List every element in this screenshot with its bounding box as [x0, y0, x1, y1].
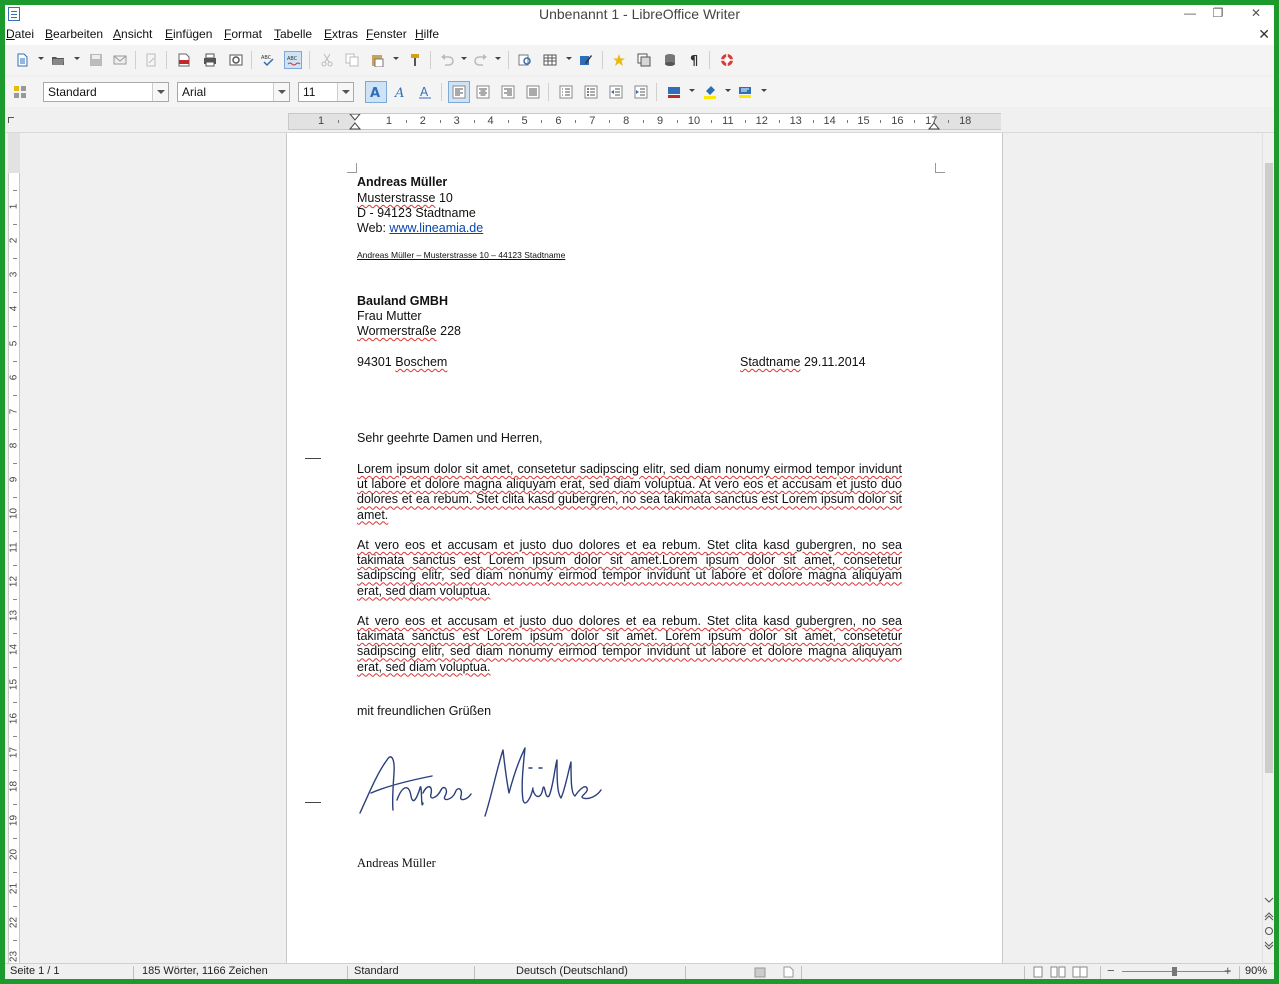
- status-separator: [347, 966, 348, 979]
- vertical-ruler-tick: [13, 872, 17, 873]
- vertical-ruler-tick: [13, 361, 17, 362]
- bold-button[interactable]: [365, 81, 387, 103]
- toolbar-separator: [430, 51, 431, 69]
- title-bar: [5, 5, 1274, 25]
- menu-hilfe[interactable]: Hilfe: [415, 27, 440, 41]
- chevron-down-icon: [273, 83, 289, 101]
- vertical-ruler-tick: [13, 906, 17, 907]
- ruler-number: 7: [589, 115, 596, 127]
- window-title: Unbenannt 1 - LibreOffice Writer: [538, 6, 741, 22]
- menu-extras[interactable]: Extras: [324, 27, 359, 41]
- ruler-tick: [338, 120, 339, 123]
- vertical-ruler-number: 18: [8, 780, 20, 792]
- copy-button[interactable]: [343, 51, 361, 69]
- recipient-street: Wormerstraße 228: [357, 324, 461, 338]
- undo-button[interactable]: [438, 51, 456, 69]
- paintbrush-icon: [408, 53, 422, 67]
- sender-web: Web: www.lineamia.de: [357, 221, 484, 235]
- vertical-ruler-tick: [13, 463, 17, 464]
- status-bar: [5, 963, 1274, 979]
- gallery-icon: [637, 53, 651, 67]
- data-sources-button[interactable]: [661, 51, 679, 69]
- menu-tabelle[interactable]: Tabelle: [274, 27, 313, 41]
- vertical-ruler-number: 1: [8, 203, 20, 210]
- signed-name: Andreas Müller: [357, 856, 436, 870]
- vertical-ruler-tick: [13, 292, 17, 293]
- font-size-select[interactable]: [298, 82, 354, 102]
- print-button[interactable]: [201, 51, 219, 69]
- ruler-tick: [847, 120, 848, 123]
- bullet-list-icon: [584, 85, 598, 99]
- open-button[interactable]: [49, 51, 67, 69]
- vertical-ruler-number: 16: [8, 712, 20, 724]
- bold-a-icon: [369, 85, 383, 99]
- standard-toolbar: [5, 45, 1274, 75]
- pdf-icon: [177, 53, 191, 67]
- toolbar-separator: [309, 51, 310, 69]
- menu-bar: [5, 25, 1274, 45]
- vertical-ruler-tick: [13, 667, 17, 668]
- ruler-number: 1: [318, 115, 325, 127]
- indent-marker-icon[interactable]: [349, 114, 361, 130]
- vertical-ruler-tick: [13, 190, 17, 191]
- close-window-button[interactable]: ✕: [1250, 6, 1262, 20]
- decrease-indent-button[interactable]: [607, 83, 625, 101]
- redo-button[interactable]: [472, 51, 490, 69]
- lifebuoy-icon: [720, 53, 734, 67]
- sender-street: Musterstrasse 10: [357, 191, 453, 205]
- handwritten-signature: [357, 738, 607, 823]
- recipient-company: Bauland GMBH: [357, 294, 448, 308]
- toolbar-separator: [548, 83, 549, 101]
- close-document-button[interactable]: ✕: [1258, 26, 1270, 42]
- status-separator: [1024, 966, 1025, 979]
- database-icon: [663, 53, 677, 67]
- spellcheck-button[interactable]: [259, 51, 277, 69]
- undo-icon: [440, 53, 454, 67]
- ruler-number: 8: [623, 115, 630, 127]
- bullets-button[interactable]: [582, 83, 600, 101]
- sender-city: D - 94123 Stadtname: [357, 206, 476, 220]
- vertical-ruler-tick: [13, 633, 17, 634]
- redo-dropdown-arrow[interactable]: [495, 57, 501, 60]
- show-draw-functions-button[interactable]: [577, 51, 595, 69]
- vertical-ruler-number: 9: [8, 476, 20, 483]
- italic-a-icon: [394, 85, 408, 99]
- vertical-ruler-number: 6: [8, 374, 20, 380]
- recipient-person: Frau Mutter: [357, 309, 422, 323]
- new-document-button[interactable]: [13, 51, 31, 69]
- svg-text:A: A: [420, 85, 429, 99]
- ruler-tick: [880, 120, 881, 123]
- closing-phrase: mit freundlichen Grüßen: [357, 704, 492, 718]
- background-color-icon: [738, 85, 752, 99]
- folder-open-icon: [51, 53, 65, 67]
- vertical-ruler-number: 17: [8, 746, 20, 758]
- print-preview-button[interactable]: [227, 51, 245, 69]
- vertical-scrollbar[interactable]: [1262, 133, 1274, 963]
- website-link[interactable]: www.lineamia.de: [389, 221, 484, 235]
- menu-format[interactable]: Format: [224, 27, 263, 41]
- toolbar-separator: [166, 51, 167, 69]
- ruler-number: 10: [687, 115, 701, 127]
- vertical-ruler-tick: [13, 702, 17, 703]
- multi-page-view-icon[interactable]: [1050, 966, 1066, 978]
- cut-button[interactable]: [318, 51, 336, 69]
- page-indicator[interactable]: Seite 1 / 1: [10, 965, 60, 977]
- scrollbar-thumb[interactable]: [1265, 163, 1273, 773]
- styles-icon: [13, 85, 27, 99]
- date-line: Stadtname 29.11.2014: [740, 355, 866, 369]
- font-color-icon: [667, 85, 681, 99]
- formatting-marks-button[interactable]: [686, 51, 704, 69]
- vertical-ruler-number: 13: [8, 610, 20, 622]
- ruler-number: 17: [925, 115, 938, 127]
- tab-stop-selector[interactable]: [8, 117, 14, 123]
- menu-einfuegen[interactable]: Einfügen: [165, 27, 213, 41]
- vertical-ruler-tick: [13, 224, 17, 225]
- ruler-number: 3: [453, 115, 460, 127]
- ruler-number: 1: [385, 115, 392, 127]
- vertical-ruler-tick: [13, 497, 17, 498]
- align-right-button[interactable]: [499, 83, 517, 101]
- email-button[interactable]: [111, 51, 129, 69]
- justify-icon: [526, 85, 540, 99]
- body-paragraph-1: Lorem ipsum dolor sit amet, consetetur sadipscing elitr, sed diam nonumy eirmod tempor invidunt ut labore et dolore magna aliquyam erat, sed diam voluptua. At vero eos et accusam et justo duo dolores et ea rebum. Stet clita kasd gubergren, no sea takimata sanctus est Lorem ipsum dolor sit amet.: [357, 462, 902, 522]
- previous-page-icon[interactable]: [1264, 911, 1274, 921]
- auto-spellcheck-toggle[interactable]: [284, 51, 302, 69]
- writer-window: [5, 5, 1274, 979]
- horizontal-ruler[interactable]: [288, 113, 1001, 130]
- underline-a-icon: [418, 85, 432, 99]
- status-separator: [474, 966, 475, 979]
- underline-button[interactable]: [416, 83, 434, 101]
- vertical-ruler-number: 10: [8, 507, 20, 520]
- ruler-tick: [575, 120, 576, 123]
- navigator-button[interactable]: [610, 51, 628, 69]
- vertical-ruler-tick: [13, 565, 17, 566]
- fold-mark: [305, 458, 321, 459]
- paste-dropdown-arrow[interactable]: [393, 57, 399, 60]
- highlighting-button[interactable]: [701, 83, 719, 101]
- ruler-number: 13: [789, 115, 802, 127]
- new-document-icon: [15, 53, 29, 67]
- toolbar-separator: [709, 51, 710, 69]
- body-paragraph-3: At vero eos et accusam et justo duo dolores et ea rebum. Stet clita kasd gubergren, no sea takimata sanctus est Lorem ipsum dolor sit amet. Lorem ipsum dolor sit amet, consetetur sadipscing elitr, sed diam nonumy eirmod tempor invidunt ut labore et dolore magna aliquyam erat, sed diam voluptua.: [357, 614, 902, 674]
- menu-fenster[interactable]: Fenster: [366, 27, 407, 41]
- highlighting-dropdown-arrow[interactable]: [725, 89, 731, 92]
- next-page-icon[interactable]: [1264, 941, 1274, 951]
- zoom-slider[interactable]: [1122, 971, 1230, 972]
- spellcheck-icon: [261, 53, 275, 67]
- status-separator: [801, 966, 802, 979]
- vertical-ruler-number: 7: [8, 408, 20, 414]
- ruler-number: 16: [891, 115, 904, 127]
- vertical-ruler[interactable]: [5, 133, 21, 963]
- minimize-button[interactable]: —: [1184, 6, 1196, 20]
- vertical-ruler-tick: [13, 838, 17, 839]
- vertical-ruler-tick: [13, 258, 17, 259]
- vertical-ruler-number: 15: [8, 678, 20, 690]
- justify-button[interactable]: [524, 83, 542, 101]
- vertical-ruler-tick: [13, 429, 17, 430]
- scissors-icon: [320, 53, 334, 67]
- punch-mark: [305, 802, 321, 803]
- vertical-ruler-tick: [13, 395, 17, 396]
- insert-table-button[interactable]: [541, 51, 559, 69]
- horizontal-ruler-area: [5, 109, 1274, 133]
- save-button[interactable]: [87, 51, 105, 69]
- toolbar-separator: [602, 51, 603, 69]
- redo-icon: [474, 53, 488, 67]
- copy-icon: [345, 53, 359, 67]
- status-separator: [1100, 966, 1101, 979]
- vertical-ruler-tick: [13, 599, 17, 600]
- toolbar-separator: [135, 51, 136, 69]
- ruler-number: 6: [555, 115, 562, 127]
- formatting-toolbar: [5, 77, 1274, 107]
- top-margin-zone: [8, 133, 20, 173]
- increase-indent-icon: [634, 85, 648, 99]
- ruler-tick: [677, 120, 678, 123]
- find-replace-icon: [518, 53, 532, 67]
- highlighter-icon: [703, 85, 717, 99]
- decrease-indent-icon: [609, 85, 623, 99]
- menu-ansicht[interactable]: Ansicht: [113, 27, 153, 41]
- save-icon: [89, 53, 103, 67]
- recipient-city: 94301 Boschem: [357, 355, 448, 369]
- vertical-ruler-number: 3: [8, 272, 20, 278]
- vertical-ruler-number: 2: [8, 237, 20, 244]
- table-icon: [543, 53, 557, 67]
- chevron-down-icon: [152, 83, 168, 101]
- vertical-ruler-tick: [13, 770, 17, 771]
- menu-datei[interactable]: Datei: [6, 27, 35, 41]
- salutation: Sehr geehrte Damen und Herren,: [357, 431, 543, 445]
- font-color-button[interactable]: [665, 83, 683, 101]
- zoom-in-button[interactable]: +: [1224, 963, 1232, 978]
- ruler-number: 9: [657, 115, 664, 127]
- body-paragraph-2: At vero eos et accusam et justo duo dolores et ea rebum. Stet clita kasd gubergren, no sea takimata sanctus est Lorem ipsum dolor sit amet.Lorem ipsum dolor sit amet, consetetur sadipscing elitr, sed diam nonumy eirmod tempor invidunt ut labore et dolore magna aliquyam erat, sed diam voluptua.: [357, 538, 902, 598]
- vertical-ruler-number: 21: [8, 883, 20, 895]
- numbering-button[interactable]: [557, 83, 575, 101]
- vertical-ruler-number: 23: [8, 951, 20, 963]
- pilcrow-icon: [688, 53, 702, 67]
- document-canvas: [21, 133, 1266, 963]
- svg-text:¶: ¶: [690, 54, 699, 67]
- ruler-number: 11: [722, 115, 734, 127]
- auto-spellcheck-icon: [287, 54, 301, 68]
- ruler-tick: [508, 120, 509, 123]
- text-boundary-corner: [347, 163, 357, 173]
- ruler-tick: [813, 120, 814, 123]
- vertical-ruler-number: 20: [8, 848, 20, 861]
- paragraph-style-value: Standard: [48, 85, 97, 99]
- help-button[interactable]: [718, 51, 736, 69]
- edit-mode-button[interactable]: [142, 51, 160, 69]
- gallery-button[interactable]: [635, 51, 653, 69]
- svg-text:ABC: ABC: [261, 55, 272, 61]
- background-color-button[interactable]: [736, 83, 754, 101]
- insert-mode-icon[interactable]: [754, 967, 766, 978]
- increase-indent-button[interactable]: [632, 83, 650, 101]
- toolbar-separator: [251, 51, 252, 69]
- clone-formatting-button[interactable]: [406, 51, 424, 69]
- table-dropdown-arrow[interactable]: [566, 57, 572, 60]
- svg-text:A: A: [395, 86, 405, 99]
- envelope-icon: [113, 53, 127, 67]
- ruler-number: 18: [959, 115, 972, 127]
- language[interactable]: Deutsch (Deutschland): [516, 965, 628, 977]
- vertical-ruler-number: 14: [8, 644, 20, 656]
- paragraph-style-select[interactable]: [43, 82, 169, 102]
- vertical-ruler-tick: [13, 326, 17, 327]
- ruler-tick: [779, 120, 780, 123]
- vertical-ruler-tick: [13, 940, 17, 941]
- vertical-ruler-number: 5: [8, 340, 20, 346]
- ruler-tick: [609, 120, 610, 123]
- align-right-icon: [501, 85, 515, 99]
- svg-text:ABC: ABC: [287, 56, 298, 62]
- toolbar-separator: [656, 83, 657, 101]
- status-separator: [685, 966, 686, 979]
- menu-bearbeiten[interactable]: Bearbeiten: [45, 27, 104, 41]
- export-pdf-button[interactable]: [175, 51, 193, 69]
- print-preview-icon: [229, 53, 243, 67]
- open-dropdown-arrow[interactable]: [74, 57, 80, 60]
- ruler-tick: [440, 120, 441, 123]
- paste-button[interactable]: [368, 51, 386, 69]
- styles-formatting-button[interactable]: [11, 83, 29, 101]
- page-style[interactable]: Standard: [354, 965, 399, 977]
- restore-button[interactable]: ❐: [1212, 6, 1224, 20]
- ruler-tick: [643, 120, 644, 123]
- italic-button[interactable]: [392, 83, 410, 101]
- ruler-tick: [745, 120, 746, 123]
- ruler-number: 15: [857, 115, 870, 127]
- book-view-icon[interactable]: [1072, 966, 1088, 978]
- zoom-out-button[interactable]: −: [1107, 963, 1115, 978]
- zoom-level[interactable]: 90%: [1245, 965, 1268, 977]
- vertical-ruler-number: 12: [8, 576, 20, 588]
- ruler-tick: [948, 120, 949, 123]
- font-name-select[interactable]: [177, 82, 290, 102]
- ruler-number: 4: [487, 115, 494, 127]
- background-color-dropdown-arrow[interactable]: [761, 89, 767, 92]
- document-modified-icon[interactable]: [782, 966, 794, 978]
- align-center-icon: [476, 85, 490, 99]
- vertical-ruler-number: 11: [8, 542, 20, 553]
- svg-text:A: A: [370, 86, 381, 99]
- status-separator: [1239, 966, 1240, 979]
- vertical-ruler-tick: [13, 804, 17, 805]
- draw-functions-icon: [579, 53, 593, 67]
- vertical-ruler-number: 8: [8, 442, 20, 449]
- ruler-tick: [406, 120, 407, 123]
- toolbar-separator: [508, 51, 509, 69]
- font-name-value: Arial: [182, 85, 207, 99]
- align-left-button[interactable]: [448, 81, 470, 103]
- sender-name: Andreas Müller: [357, 175, 448, 189]
- ruler-tick: [711, 120, 712, 123]
- navigator-star-icon: [612, 53, 626, 67]
- find-replace-button[interactable]: [516, 51, 534, 69]
- zoom-slider-knob[interactable]: [1172, 967, 1177, 976]
- vertical-ruler-tick: [13, 736, 17, 737]
- undo-dropdown-arrow[interactable]: [461, 57, 467, 60]
- clipboard-icon: [370, 53, 384, 67]
- ruler-number: 2: [419, 115, 426, 127]
- single-page-view-icon[interactable]: [1032, 966, 1044, 978]
- vertical-ruler-number: 4: [8, 306, 20, 312]
- align-center-button[interactable]: [474, 83, 492, 101]
- ruler-number: 14: [823, 115, 836, 127]
- ruler-tick: [914, 120, 915, 123]
- font-color-dropdown-arrow[interactable]: [689, 89, 695, 92]
- vertical-ruler-number: 22: [8, 917, 20, 929]
- new-dropdown-arrow[interactable]: [38, 57, 44, 60]
- word-count[interactable]: 185 Wörter, 1166 Zeichen: [142, 965, 268, 977]
- printer-icon: [203, 53, 217, 67]
- document-page[interactable]: [286, 133, 1003, 963]
- edit-file-icon: [144, 53, 158, 67]
- navigation-circle-icon[interactable]: [1264, 926, 1274, 936]
- vertical-ruler-tick: [13, 531, 17, 532]
- align-left-icon: [452, 85, 466, 99]
- ruler-number: 5: [521, 115, 528, 127]
- scroll-down-icon[interactable]: [1264, 895, 1274, 905]
- ruler-tick: [541, 120, 542, 123]
- status-separator: [133, 966, 134, 979]
- return-address-line: Andreas Müller – Musterstrasse 10 – 44123 Stadtname: [357, 250, 566, 260]
- font-size-value: 11: [303, 85, 316, 99]
- ruler-tick: [474, 120, 475, 123]
- ruler-number: 12: [755, 115, 768, 127]
- chevron-down-icon: [337, 83, 353, 101]
- text-boundary-corner: [935, 163, 945, 173]
- toolbar-separator: [441, 83, 442, 101]
- numbered-list-icon: [559, 85, 573, 99]
- vertical-ruler-number: 19: [8, 814, 20, 826]
